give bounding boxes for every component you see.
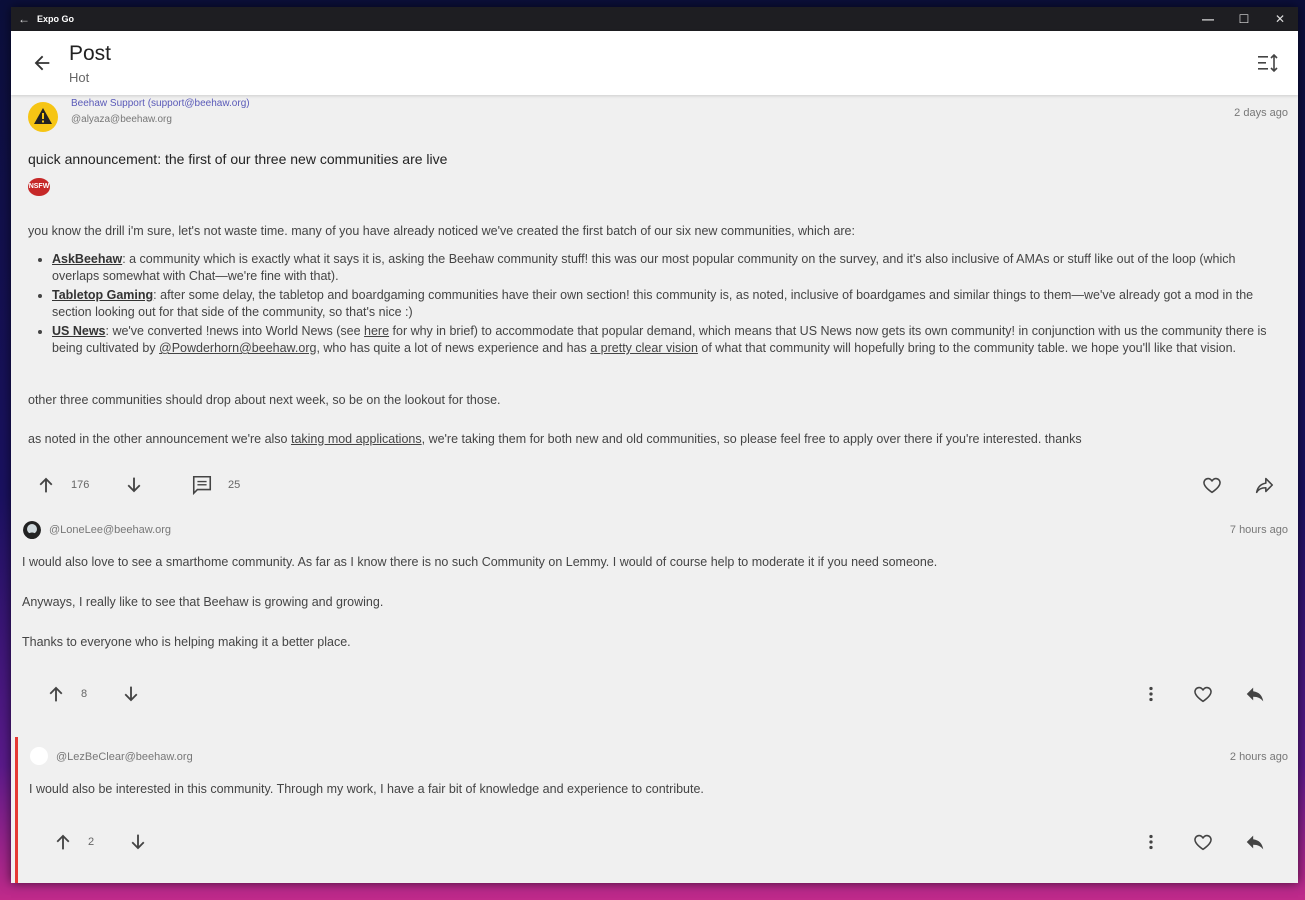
bullet-askbeehaw: [52, 251, 1280, 285]
comment-handle[interactable]: @LoneLee@beehaw.org: [49, 524, 172, 536]
downvote-icon[interactable]: [123, 474, 145, 496]
bullet-usnews: [52, 323, 1280, 357]
share-icon[interactable]: [1253, 474, 1275, 496]
link-us-news[interactable]: US News: [52, 324, 106, 338]
nsfw-badge: NSFW: [28, 178, 50, 196]
bullet-text: : a community which is exactly what it says it is, asking the Beehaw community stuff! this was our most popular community on the survey, and it's also inclusive of AMAs or stuff like out of the loop (which overlaps somewhat with Chat—we're fine with that).: [52, 252, 1236, 283]
window-titlebar: [11, 7, 1298, 31]
upvote-icon[interactable]: [35, 474, 57, 496]
post-title: quick announcement: the first of our three new communities are live: [28, 151, 448, 167]
maximize-button[interactable]: ☐: [1238, 12, 1250, 26]
para3-text: as noted in the other announcement we're also: [28, 432, 291, 446]
comment-upvote-icon[interactable]: [45, 683, 67, 705]
post-handle[interactable]: @alyaza@beehaw.org: [71, 114, 172, 125]
post-author[interactable]: Beehaw Support (support@beehaw.org): [71, 98, 250, 109]
window-title: Expo Go: [37, 14, 75, 24]
favorite-heart-icon[interactable]: [1201, 474, 1223, 496]
comment-time: 2 hours ago: [1229, 751, 1288, 763]
comments-icon[interactable]: [191, 474, 213, 496]
link-mod-applications[interactable]: taking mod applications: [290, 432, 422, 446]
more-options-icon[interactable]: [1140, 831, 1162, 853]
comment-upvote-icon[interactable]: [52, 831, 74, 853]
back-arrow-icon[interactable]: [31, 52, 53, 74]
bullet-text: for why in brief) to accommodate that popular demand, which means that US News now gets its own community! in conjunction with us the community there is being cultivated by: [52, 324, 1267, 355]
post-bullet-list: [28, 251, 1280, 359]
page-title: Post: [69, 41, 112, 65]
titlebar-back-icon[interactable]: ←: [18, 12, 30, 26]
post-intro: you know the drill i'm sure, let's not waste time. many of you have already noticed we've created the first batch of our six new communities, which are:: [28, 224, 855, 238]
thread-indicator: [15, 737, 18, 883]
community-avatar-warning-icon[interactable]: [28, 102, 58, 132]
post-para3: [28, 431, 1280, 448]
comment-line: Thanks to everyone who is helping making it a better place.: [22, 635, 351, 649]
link-powderhorn[interactable]: @Powderhorn@beehaw.org: [159, 341, 317, 355]
comment-handle[interactable]: @LezBeClear@beehaw.org: [56, 751, 193, 763]
post-time: 2 days ago: [1234, 107, 1288, 119]
link-askbeehaw[interactable]: AskBeehaw: [52, 252, 123, 266]
window-controls: [1190, 7, 1298, 31]
bullet-tabletop: [52, 287, 1280, 321]
comment-line: Anyways, I really like to see that Beehaw is growing and growing.: [22, 595, 384, 609]
comment-line: I would also be interested in this community. Through my work, I have a fair bit of knowledge and experience to contribute.: [29, 782, 704, 796]
link-here[interactable]: here: [364, 324, 390, 338]
sort-icon[interactable]: [1256, 51, 1280, 75]
bullet-text: , who has quite a lot of news experience and has: [316, 341, 591, 355]
bullet-text: : after some delay, the tabletop and boardgaming communities have their own section! this community is, as noted, inclusive of boardgames and similar things to them—we've already got a mod in the section looking out for that side of the community, so that's nice :): [52, 288, 1254, 319]
comment-score: 8: [81, 688, 88, 700]
comment-downvote-icon[interactable]: [127, 831, 149, 853]
minimize-button[interactable]: —: [1202, 12, 1214, 26]
more-options-icon[interactable]: [1140, 683, 1162, 705]
comment-time: 7 hours ago: [1229, 524, 1288, 536]
link-clear-vision[interactable]: a pretty clear vision: [590, 341, 698, 355]
para3-text: , we're taking them for both new and old communities, so please feel free to apply over there if you're interested. thanks: [421, 432, 1082, 446]
app-window: [11, 7, 1298, 883]
app-bar: [11, 31, 1298, 95]
close-button[interactable]: ✕: [1274, 12, 1286, 26]
comment-score: 2: [88, 836, 95, 848]
link-tabletop-gaming[interactable]: Tabletop Gaming: [52, 288, 154, 302]
post-para2: other three communities should drop about next week, so be on the lookout for those.: [28, 393, 501, 407]
commenter-avatar[interactable]: [30, 747, 48, 765]
comment-line: I would also love to see a smarthome community. As far as I know there is no such Community on Lemmy. I would of course help to moderate it if you need someone.: [22, 555, 938, 569]
reply-icon[interactable]: [1244, 683, 1266, 705]
post-comment-count: 25: [228, 479, 241, 491]
comment-downvote-icon[interactable]: [120, 683, 142, 705]
comment-heart-icon[interactable]: [1192, 831, 1214, 853]
reply-icon[interactable]: [1244, 831, 1266, 853]
bullet-text: : we've converted !news into World News (see: [105, 324, 365, 338]
sort-subtitle: Hot: [69, 69, 90, 85]
commenter-avatar[interactable]: [23, 521, 41, 539]
bullet-text: of what that community will hopefully bring to the community table. we hope you'll like that vision.: [697, 341, 1236, 355]
post-upvote-count: 176: [71, 479, 90, 491]
comment-heart-icon[interactable]: [1192, 683, 1214, 705]
